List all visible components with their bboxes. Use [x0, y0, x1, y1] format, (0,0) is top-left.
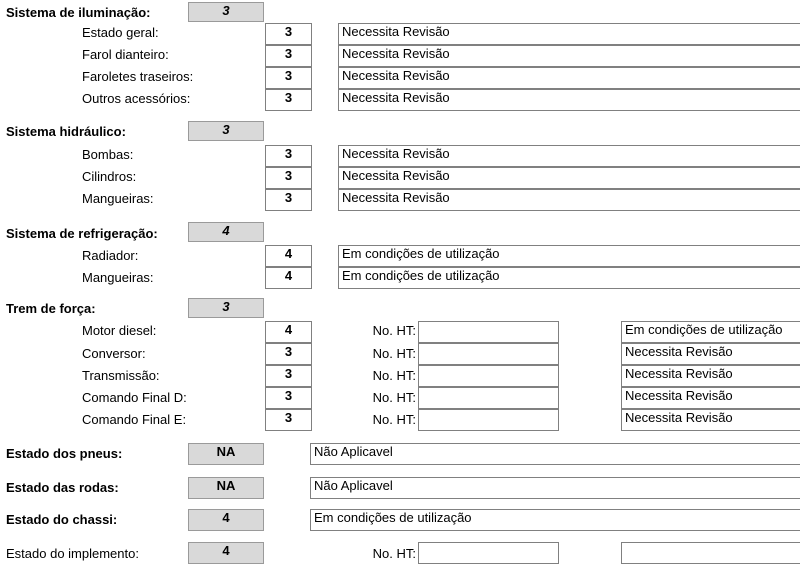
item-score[interactable]: 3: [265, 89, 312, 111]
section-title-iluminacao: Sistema de iluminação:: [6, 5, 151, 20]
item-score[interactable]: 3: [265, 365, 312, 387]
item-label: Mangueiras:: [82, 270, 154, 285]
ht-input[interactable]: [418, 409, 559, 431]
item-label: Bombas:: [82, 147, 134, 162]
item-label: Outros acessórios:: [82, 91, 191, 106]
item-score[interactable]: 4: [265, 267, 312, 289]
ht-input[interactable]: [418, 321, 559, 343]
ht-label: No. HT:: [372, 546, 416, 561]
item-score[interactable]: 3: [265, 387, 312, 409]
ht-label: No. HT:: [372, 390, 416, 405]
ht-label: No. HT:: [372, 368, 416, 383]
pneus-score[interactable]: NA: [188, 443, 264, 465]
item-score[interactable]: 3: [265, 167, 312, 189]
item-status[interactable]: Necessita Revisão: [338, 145, 800, 167]
implemento-title: Estado do implemento:: [6, 546, 139, 561]
item-status[interactable]: Em condições de utilização: [338, 245, 800, 267]
item-label: Transmissão:: [82, 368, 160, 383]
item-label: Comando Final D:: [82, 390, 187, 405]
section-title-refrigeracao: Sistema de refrigeração:: [6, 226, 158, 241]
item-label: Comando Final E:: [82, 412, 187, 427]
item-status[interactable]: Necessita Revisão: [621, 409, 800, 431]
item-status[interactable]: Necessita Revisão: [338, 67, 800, 89]
rodas-score[interactable]: NA: [188, 477, 264, 499]
item-label: Conversor:: [82, 346, 146, 361]
pneus-status[interactable]: Não Aplicavel: [310, 443, 800, 465]
section-title-hidraulico: Sistema hidráulico:: [6, 124, 126, 139]
item-status[interactable]: Necessita Revisão: [338, 167, 800, 189]
ht-input[interactable]: [418, 365, 559, 387]
item-score[interactable]: 4: [265, 245, 312, 267]
item-score[interactable]: 3: [265, 23, 312, 45]
item-status[interactable]: Necessita Revisão: [621, 343, 800, 365]
item-label: Estado geral:: [82, 25, 159, 40]
pneus-title: Estado dos pneus:: [6, 446, 123, 461]
item-score[interactable]: 3: [265, 409, 312, 431]
item-label: Farol dianteiro:: [82, 47, 169, 62]
rodas-status[interactable]: Não Aplicavel: [310, 477, 800, 499]
item-status[interactable]: Necessita Revisão: [621, 365, 800, 387]
item-score[interactable]: 3: [265, 45, 312, 67]
item-status[interactable]: Necessita Revisão: [621, 387, 800, 409]
item-label: Radiador:: [82, 248, 139, 263]
ht-label: No. HT:: [372, 346, 416, 361]
ht-input[interactable]: [418, 343, 559, 365]
rodas-title: Estado das rodas:: [6, 480, 119, 495]
item-status[interactable]: Necessita Revisão: [338, 23, 800, 45]
implemento-score[interactable]: 4: [188, 542, 264, 564]
ht-label: No. HT:: [372, 412, 416, 427]
item-score[interactable]: 3: [265, 343, 312, 365]
implemento-status[interactable]: [621, 542, 800, 564]
ht-label: No. HT:: [372, 323, 416, 338]
item-label: Mangueiras:: [82, 191, 154, 206]
chassi-status[interactable]: Em condições de utilização: [310, 509, 800, 531]
implemento-ht-input[interactable]: [418, 542, 559, 564]
item-status[interactable]: Em condições de utilização: [621, 321, 800, 343]
section-score-trem[interactable]: 3: [188, 298, 264, 318]
section-score-hidraulico[interactable]: 3: [188, 121, 264, 141]
item-score[interactable]: 3: [265, 145, 312, 167]
item-label: Cilindros:: [82, 169, 137, 184]
item-status[interactable]: Necessita Revisão: [338, 89, 800, 111]
ht-input[interactable]: [418, 387, 559, 409]
item-status[interactable]: Em condições de utilização: [338, 267, 800, 289]
section-score-refrigeracao[interactable]: 4: [188, 222, 264, 242]
item-score[interactable]: 3: [265, 189, 312, 211]
item-status[interactable]: Necessita Revisão: [338, 45, 800, 67]
chassi-score[interactable]: 4: [188, 509, 264, 531]
item-label: Motor diesel:: [82, 323, 157, 338]
item-status[interactable]: Necessita Revisão: [338, 189, 800, 211]
section-title-trem: Trem de força:: [6, 301, 96, 316]
item-label: Faroletes traseiros:: [82, 69, 194, 84]
chassi-title: Estado do chassi:: [6, 512, 118, 527]
item-score[interactable]: 4: [265, 321, 312, 343]
item-score[interactable]: 3: [265, 67, 312, 89]
section-score-iluminacao[interactable]: 3: [188, 2, 264, 22]
